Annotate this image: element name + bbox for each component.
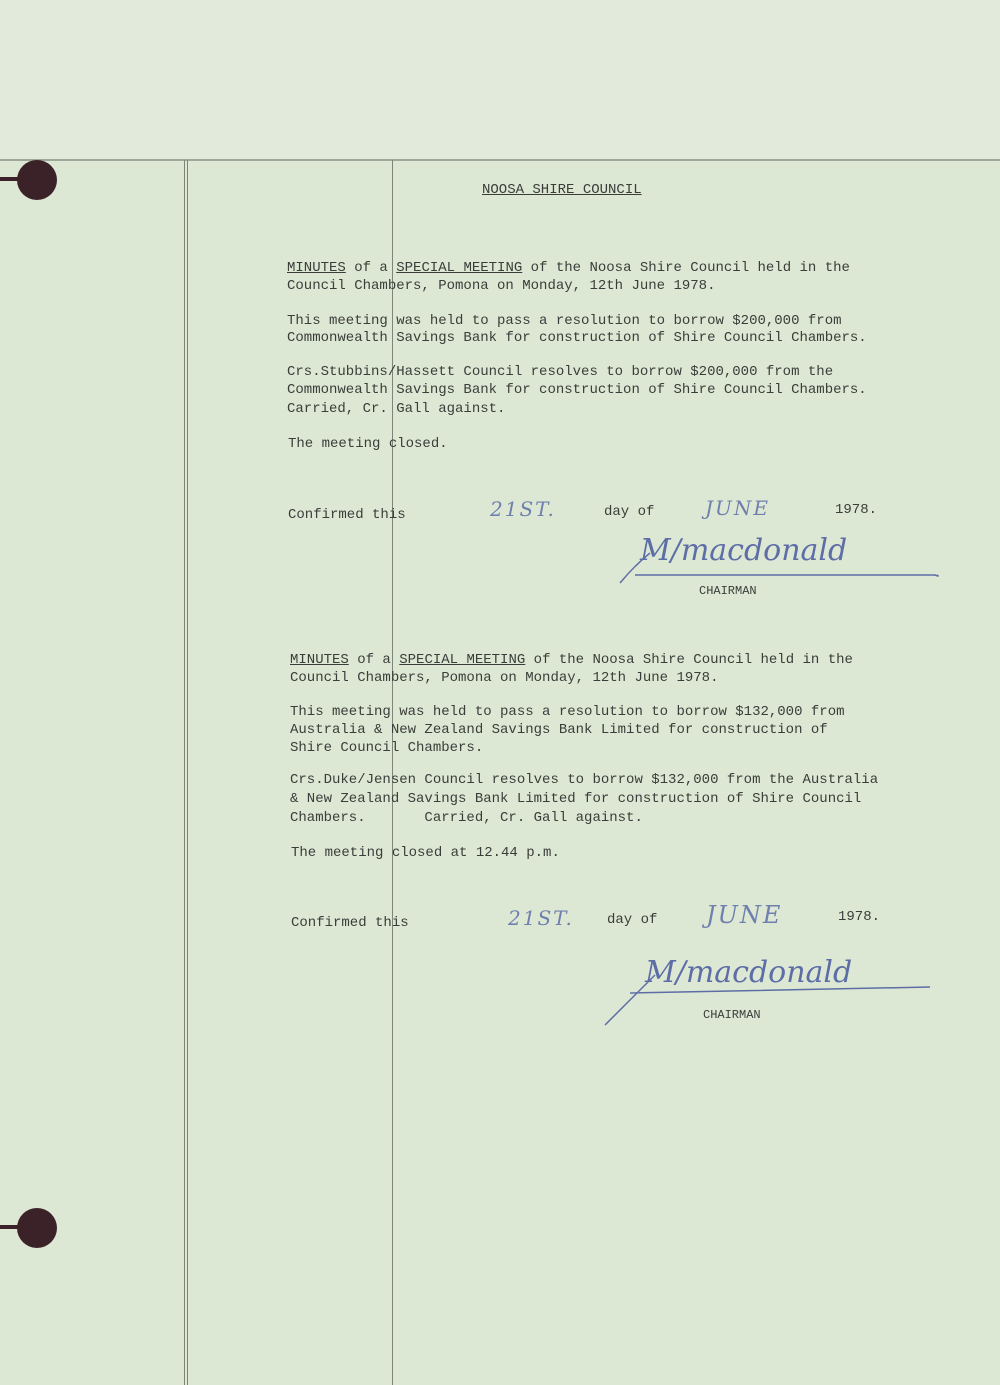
document-title: NOOSA SHIRE COUNCIL bbox=[482, 182, 642, 198]
intro-text: of the Noosa Shire Council held in the bbox=[525, 652, 853, 668]
chairman-label: CHAIRMAN bbox=[699, 584, 757, 598]
purpose-line: This meeting was held to pass a resolution to borrow $132,000 from bbox=[290, 704, 845, 720]
chairman-signature: M/macdonald bbox=[645, 955, 853, 990]
year: 1978. bbox=[835, 502, 878, 518]
chairman-label: CHAIRMAN bbox=[703, 1008, 761, 1022]
chairman-signature: M/macdonald bbox=[640, 533, 848, 568]
special-meeting-label: SPECIAL MEETING bbox=[396, 260, 523, 276]
closing-line: The meeting closed. bbox=[288, 436, 448, 452]
punch-hole-icon bbox=[17, 160, 57, 200]
special-meeting-label: SPECIAL MEETING bbox=[399, 652, 526, 668]
handwritten-month: JUNE bbox=[705, 496, 770, 520]
minutes-label: MINUTES bbox=[287, 260, 346, 276]
day-of-label: day of bbox=[607, 912, 658, 928]
margin-rule bbox=[184, 160, 185, 1385]
confirmed-label: Confirmed this bbox=[288, 507, 406, 523]
purpose-line: Commonwealth Savings Bank for construction of Shire Council Chambers. bbox=[287, 330, 867, 346]
purpose-line: This meeting was held to pass a resolution to borrow $200,000 from bbox=[287, 313, 842, 329]
intro-line-2: Council Chambers, Pomona on Monday, 12th June 1978. bbox=[287, 278, 716, 294]
resolution-line: & New Zealand Savings Bank Limited for construction of Shire Council bbox=[290, 791, 862, 807]
intro-text: of the Noosa Shire Council held in the bbox=[522, 260, 850, 276]
intro-line-2: Council Chambers, Pomona on Monday, 12th June 1978. bbox=[290, 670, 719, 686]
purpose-line: Australia & New Zealand Savings Bank Limited for construction of bbox=[290, 722, 828, 738]
handwritten-day: 21ST. bbox=[508, 906, 574, 930]
intro-text: of a bbox=[345, 260, 397, 276]
punch-hole-icon bbox=[0, 177, 18, 181]
day-of-label: day of bbox=[604, 504, 655, 520]
page-top-margin bbox=[0, 0, 1000, 160]
resolution-line: Chambers. Carried, Cr. Gall against. bbox=[290, 810, 643, 826]
purpose-line: Shire Council Chambers. bbox=[290, 740, 484, 756]
margin-rule bbox=[187, 160, 188, 1385]
ruled-top-line bbox=[0, 159, 1000, 161]
confirmed-label: Confirmed this bbox=[291, 915, 409, 931]
intro-text: of a bbox=[348, 652, 400, 668]
signature-stroke bbox=[615, 545, 945, 590]
punch-hole-icon bbox=[0, 1225, 18, 1229]
resolution-line: Crs.Stubbins/Hassett Council resolves to borrow $200,000 from the bbox=[287, 364, 834, 380]
resolution-line: Commonwealth Savings Bank for construction of Shire Council Chambers. bbox=[287, 382, 867, 398]
closing-line: The meeting closed at 12.44 p.m. bbox=[291, 845, 560, 861]
handwritten-day: 21ST. bbox=[490, 497, 556, 521]
resolution-line: Carried, Cr. Gall against. bbox=[287, 401, 506, 417]
resolution-line: Crs.Duke/Jensen Council resolves to borrow $132,000 from the Australia bbox=[290, 772, 879, 788]
handwritten-month: JUNE bbox=[706, 901, 783, 929]
minutes-label: MINUTES bbox=[290, 652, 349, 668]
year: 1978. bbox=[838, 909, 881, 925]
punch-hole-icon bbox=[17, 1208, 57, 1248]
intro-line-1 bbox=[290, 651, 853, 669]
intro-line-1 bbox=[287, 259, 850, 277]
signature-stroke bbox=[600, 960, 940, 1030]
